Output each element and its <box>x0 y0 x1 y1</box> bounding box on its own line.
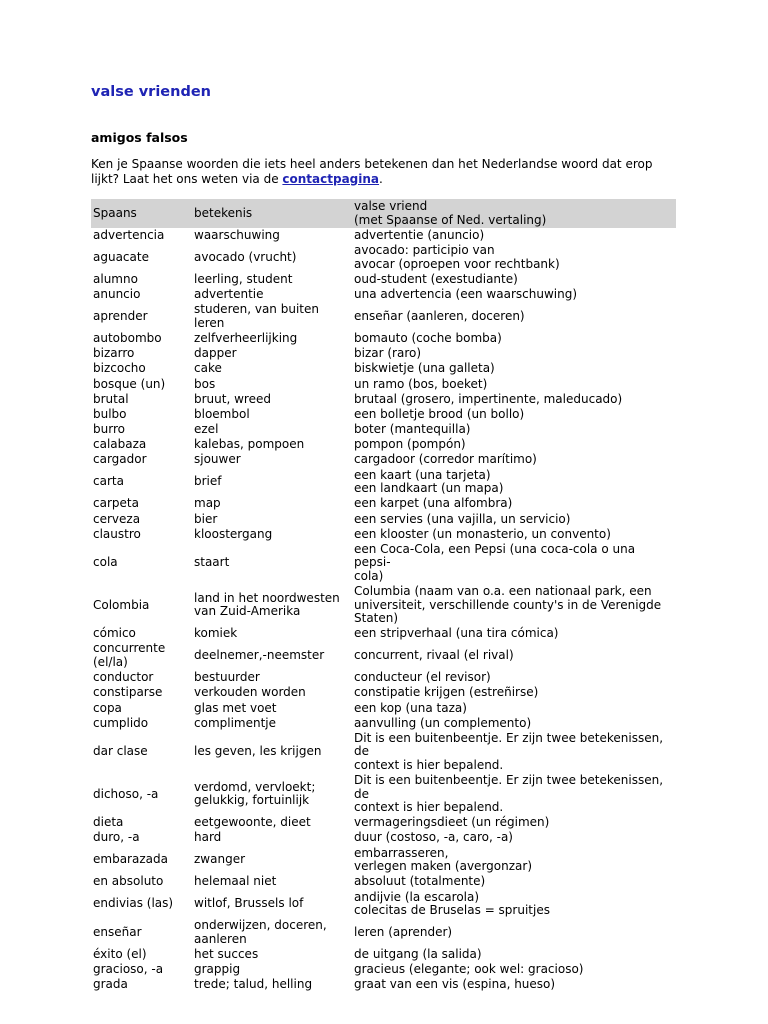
meaning-cell: zelfverheerlijking <box>194 330 298 345</box>
spanish-word-cell: dieta <box>93 815 124 830</box>
spanish-word-cell: en absoluto <box>93 874 164 889</box>
meaning-cell: land in het noordwesten van Zuid-Amerika <box>194 590 340 619</box>
false-friend-cell: graat van een vis (espina, hueso) <box>354 977 556 992</box>
false-friend-cell: een bolletje brood (un bollo) <box>354 406 525 421</box>
false-friend-cell: een kaart (una tarjeta) een landkaart (un mapa) <box>354 467 504 496</box>
false-friend-cell: Dit is een buitenbeentje. Er zijn twee betekenissen, de context is hier bepalend. <box>354 773 664 815</box>
table-row <box>91 422 676 437</box>
false-friend-cell: Dit is een buitenbeentje. Er zijn twee betekenissen, de context is hier bepalend. <box>354 730 664 772</box>
spanish-word-cell: cola <box>93 555 118 570</box>
spanish-word-cell: éxito (el) <box>93 946 147 961</box>
header-spaans: Spaans <box>91 199 192 228</box>
false-friend-cell: pompon (pompón) <box>354 437 466 452</box>
spanish-word-cell: claustro <box>93 526 141 541</box>
header-valse-vriend: valse vriend (met Spaanse of Ned. vertaling) <box>352 199 676 228</box>
spanish-word-cell: conductor <box>93 670 154 685</box>
false-friend-cell: Columbia (naam van o.a. een nationaal park, een universiteit, verschillende county's in de Verenigde Staten) <box>354 584 662 626</box>
meaning-cell: ezel <box>194 422 219 437</box>
spanish-word-cell: cerveza <box>93 511 141 526</box>
table-row <box>91 361 676 376</box>
table-header-row <box>91 199 676 228</box>
table-row <box>91 496 676 511</box>
meaning-cell: waarschuwing <box>194 228 280 242</box>
spanish-word-cell: bulbo <box>93 406 127 421</box>
table-row <box>91 272 676 287</box>
table-row <box>91 701 676 716</box>
meaning-cell: bloembol <box>194 406 250 421</box>
spanish-word-cell: embarazada <box>93 852 168 867</box>
intro-text: Ken je Spaanse woorden die iets heel anders betekenen dan het Nederlandse woord dat erop lijkt? Laat het ons weten via de <box>91 157 653 186</box>
table-row <box>91 773 676 815</box>
meaning-cell: bruut, wreed <box>194 391 271 406</box>
false-friend-cell: gracieus (elegante; ook wel: gracioso) <box>354 962 584 977</box>
meaning-cell: zwanger <box>194 852 246 867</box>
table-row <box>91 512 676 527</box>
meaning-cell: bos <box>194 376 216 391</box>
false-friend-cell: constipatie krijgen (estreñirse) <box>354 685 539 700</box>
meaning-cell: eetgewoonte, dieet <box>194 815 311 830</box>
meaning-cell: cake <box>194 361 222 376</box>
meaning-cell: brief <box>194 474 222 489</box>
spanish-word-cell: enseñar <box>93 924 142 939</box>
table-row <box>91 890 676 919</box>
meaning-cell: helemaal niet <box>194 874 277 889</box>
meaning-cell: grappig <box>194 962 241 977</box>
table-row <box>91 918 676 947</box>
table-row <box>91 527 676 542</box>
meaning-cell: trede; talud, helling <box>194 977 313 992</box>
table-body <box>91 228 676 992</box>
spanish-word-cell: bizcocho <box>93 361 146 376</box>
meaning-cell: staart <box>194 555 230 570</box>
meaning-cell: map <box>194 496 221 511</box>
false-friend-cell: concurrent, rivaal (el rival) <box>354 648 514 663</box>
contact-page-link[interactable]: contactpagina <box>282 171 380 186</box>
false-friend-cell: duur (costoso, -a, caro, -a) <box>354 830 513 845</box>
table-row <box>91 685 676 700</box>
spanish-word-cell: concurrente (el/la) <box>93 641 166 669</box>
false-friend-cell: leren (aprender) <box>354 924 453 939</box>
spanish-word-cell: copa <box>93 700 122 715</box>
false-friend-cell: een klooster (un monasterio, un convento) <box>354 526 611 541</box>
meaning-cell: studeren, van buiten leren <box>194 302 319 330</box>
meaning-cell: verdomd, vervloekt; gelukkig, fortuinlijk <box>194 779 316 808</box>
meaning-cell: leerling, student <box>194 271 293 286</box>
table-row <box>91 407 676 422</box>
spanish-word-cell: alumno <box>93 271 138 286</box>
table-row <box>91 962 676 977</box>
meaning-cell: advertentie <box>194 287 264 302</box>
spanish-word-cell: aguacate <box>93 249 149 264</box>
table-row <box>91 731 676 773</box>
spanish-word-cell: cargador <box>93 452 147 467</box>
table-row <box>91 228 676 243</box>
meaning-cell: dapper <box>194 346 237 361</box>
false-friend-cell: oud-student (exestudiante) <box>354 271 518 286</box>
meaning-cell: kalebas, pompoen <box>194 437 305 452</box>
spanish-word-cell: cómico <box>93 626 136 641</box>
spanish-word-cell: autobombo <box>93 330 162 345</box>
spanish-word-cell: grada <box>93 977 128 992</box>
table-row <box>91 346 676 361</box>
false-friend-cell: een Coca-Cola, een Pepsi (una coca-cola o una pepsi- cola) <box>354 541 636 583</box>
false-friend-cell: vermageringsdieet (un régimen) <box>354 815 550 830</box>
spanish-word-cell: duro, -a <box>93 830 140 845</box>
false-friend-cell: cargadoor (corredor marítimo) <box>354 452 537 467</box>
meaning-cell: complimentje <box>194 715 277 730</box>
meaning-cell: onderwijzen, doceren, aanleren <box>194 918 327 946</box>
table-row <box>91 670 676 685</box>
false-friend-cell: absoluut (totalmente) <box>354 874 486 889</box>
page-title: valse vrienden <box>91 84 211 100</box>
false-friend-cell: boter (mantequilla) <box>354 422 471 437</box>
false-friends-table <box>91 199 676 992</box>
false-friend-cell: bizar (raro) <box>354 346 422 361</box>
table-row <box>91 452 676 467</box>
table-row <box>91 830 676 845</box>
false-friend-cell: embarrasseren, verlegen maken (avergonzar) <box>354 845 532 874</box>
meaning-cell: bestuurder <box>194 670 260 685</box>
spanish-word-cell: carpeta <box>93 496 139 511</box>
meaning-cell: verkouden worden <box>194 685 306 700</box>
meaning-cell: les geven, les krijgen <box>194 744 322 759</box>
meaning-cell: kloostergang <box>194 526 273 541</box>
table-row <box>91 542 676 584</box>
intro-text-end: . <box>379 171 383 186</box>
meaning-cell: sjouwer <box>194 452 241 467</box>
false-friend-cell: een kop (una taza) <box>354 700 467 715</box>
table-row <box>91 331 676 346</box>
spanish-word-cell: bosque (un) <box>93 376 166 391</box>
table-row <box>91 302 676 331</box>
table-row <box>91 641 676 670</box>
spanish-word-cell: burro <box>93 422 125 437</box>
false-friend-cell: un ramo (bos, boeket) <box>354 376 488 391</box>
spanish-word-cell: endivias (las) <box>93 896 174 911</box>
false-friend-cell: conducteur (el revisor) <box>354 670 491 685</box>
false-friend-cell: avocado: participio van avocar (oproepen voor rechtbank) <box>354 243 560 271</box>
meaning-cell: glas met voet <box>194 700 277 715</box>
table-row <box>91 584 676 626</box>
table-row <box>91 815 676 830</box>
table-row <box>91 874 676 889</box>
spanish-word-cell: Colombia <box>93 597 150 612</box>
false-friend-cell: de uitgang (la salida) <box>354 946 482 961</box>
false-friend-cell: una advertencia (een waarschuwing) <box>354 287 577 302</box>
spanish-word-cell: advertencia <box>93 228 165 242</box>
spanish-word-cell: gracioso, -a <box>93 962 164 977</box>
false-friend-cell: aanvulling (un complemento) <box>354 715 532 730</box>
table-row <box>91 437 676 452</box>
page-subtitle: amigos falsos <box>91 130 188 145</box>
table-row <box>91 977 676 992</box>
meaning-cell: hard <box>194 830 222 845</box>
meaning-cell: avocado (vrucht) <box>194 249 297 264</box>
table-row <box>91 626 676 641</box>
false-friend-cell: biskwietje (una galleta) <box>354 361 495 376</box>
false-friend-cell: een stripverhaal (una tira cómica) <box>354 626 559 641</box>
spanish-word-cell: calabaza <box>93 437 147 452</box>
table-row <box>91 243 676 272</box>
false-friend-cell: een servies (una vajilla, un servicio) <box>354 511 571 526</box>
spanish-word-cell: anuncio <box>93 287 141 302</box>
table-row <box>91 468 676 497</box>
meaning-cell: bier <box>194 511 218 526</box>
meaning-cell: het succes <box>194 946 259 961</box>
spanish-word-cell: cumplido <box>93 715 149 730</box>
table-row <box>91 716 676 731</box>
false-friend-cell: andijvie (la escarola) colecitas de Bruselas = spruitjes <box>354 889 550 917</box>
table-row <box>91 377 676 392</box>
table-row <box>91 287 676 302</box>
table-row <box>91 947 676 962</box>
false-friend-cell: brutaal (grosero, impertinente, maleducado) <box>354 391 623 406</box>
header-betekenis: betekenis <box>192 199 352 228</box>
spanish-word-cell: dar clase <box>93 744 148 759</box>
spanish-word-cell: constiparse <box>93 685 163 700</box>
spanish-word-cell: carta <box>93 474 124 489</box>
meaning-cell: komiek <box>194 626 238 641</box>
spanish-word-cell: dichoso, -a <box>93 786 159 801</box>
table-row <box>91 392 676 407</box>
intro-paragraph <box>91 157 681 186</box>
meaning-cell: witlof, Brussels lof <box>194 896 304 911</box>
false-friend-cell: enseñar (aanleren, doceren) <box>354 309 525 323</box>
spanish-word-cell: bizarro <box>93 346 135 361</box>
false-friend-cell: bomauto (coche bomba) <box>354 330 502 345</box>
spanish-word-cell: aprender <box>93 309 148 323</box>
table-row <box>91 846 676 875</box>
false-friend-cell: advertentie (anuncio) <box>354 228 485 242</box>
spanish-word-cell: brutal <box>93 391 129 406</box>
false-friend-cell: een karpet (una alfombra) <box>354 496 513 511</box>
meaning-cell: deelnemer,-neemster <box>194 648 325 663</box>
